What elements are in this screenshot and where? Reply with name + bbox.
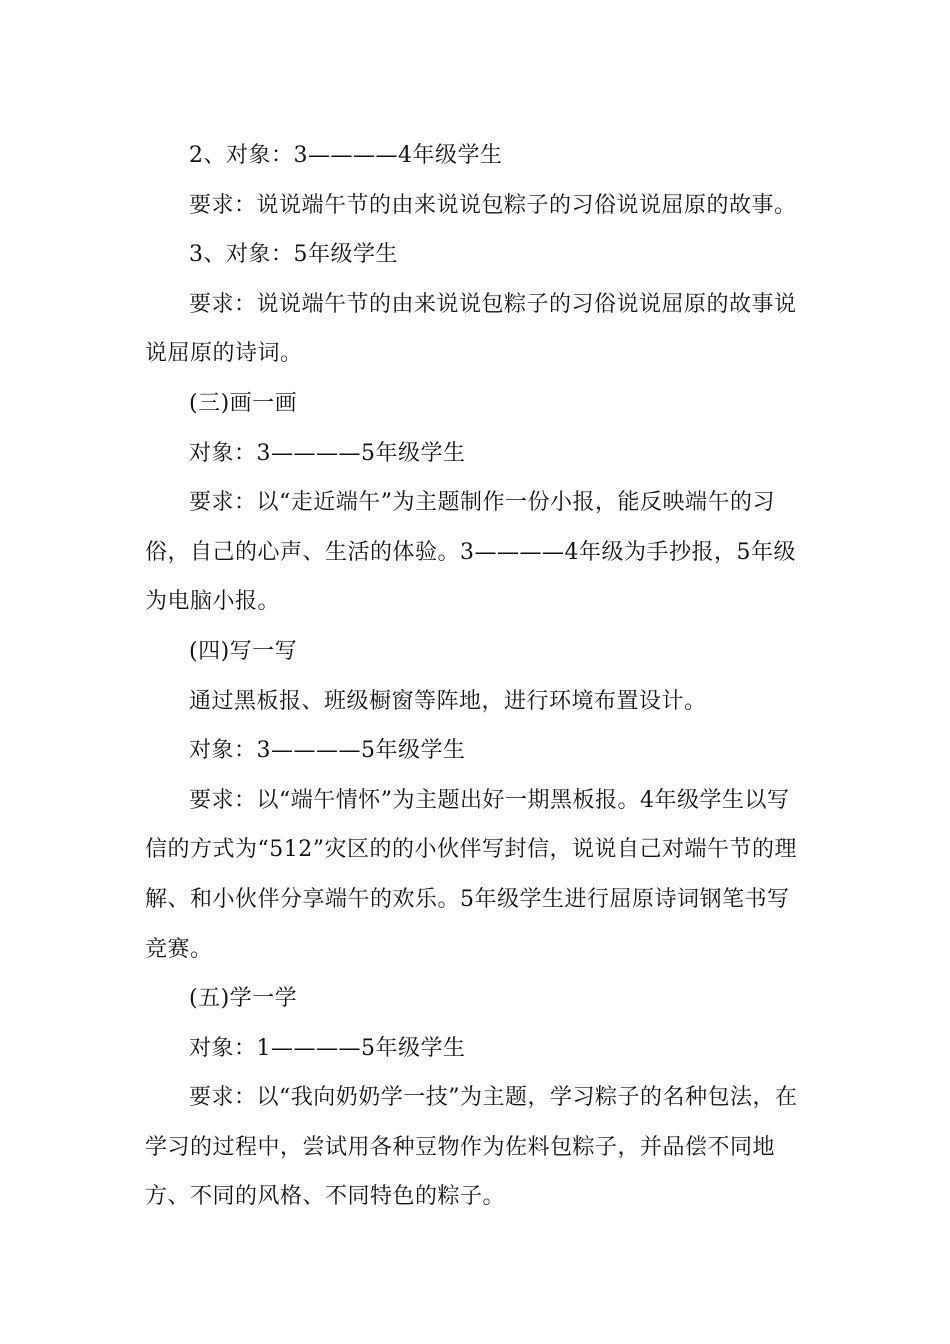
- paragraph-target-grade-1-5: 对象：1————5年级学生: [189, 1035, 466, 1061]
- paragraph-target-grade-5: 3、对象：5年级学生: [189, 242, 398, 268]
- section-heading-learn: (五)学一学: [189, 986, 298, 1012]
- paragraph-environment-design: 通过黑板报、班级橱窗等阵地，进行环境布置设计。: [189, 688, 707, 714]
- paragraph-requirement-3: 要求：以“走近端午”为主题制作一份小报，能反映端午的习俗，自己的心声、生活的体验。3————4年级为手抄报，5年级为电脑小报。: [145, 490, 796, 615]
- document-body: [145, 131, 810, 1222]
- section-heading-write: (四)写一写: [189, 638, 298, 664]
- paragraph-requirement-5: 要求：以“我向奶奶学一技”为主题，学习粽子的名种包法，在学习的过程中，尝试用各种豆物作为佐料包粽子，并品偿不同地方、不同的风格、不同特色的粽子。: [145, 1085, 798, 1210]
- section-heading-draw: (三)画一画: [189, 390, 298, 416]
- paragraph-requirement-4: 要求：以“端午情怀”为主题出好一期黑板报。4年级学生以写信的方式为“512”灾区的的小伙伴写封信，说说自己对端午节的理解、和小伙伴分享端午的欢乐。5年级学生进行屈原诗词钢笔书写竞赛。: [145, 787, 797, 962]
- paragraph-target-grade-3-5: 对象：3————5年级学生: [189, 440, 466, 466]
- paragraph-requirement-1: 要求：说说端午节的由来说说包粽子的习俗说说屈原的故事。: [189, 192, 797, 218]
- paragraph-target-grade-3-4: 2、对象：3————4年级学生: [189, 143, 503, 168]
- paragraph-target-grade-3-5-b: 对象：3————5年级学生: [189, 738, 466, 764]
- paragraph-requirement-2: 要求：说说端午节的由来说说包粽子的习俗说说屈原的故事说说屈原的诗词。: [145, 291, 797, 367]
